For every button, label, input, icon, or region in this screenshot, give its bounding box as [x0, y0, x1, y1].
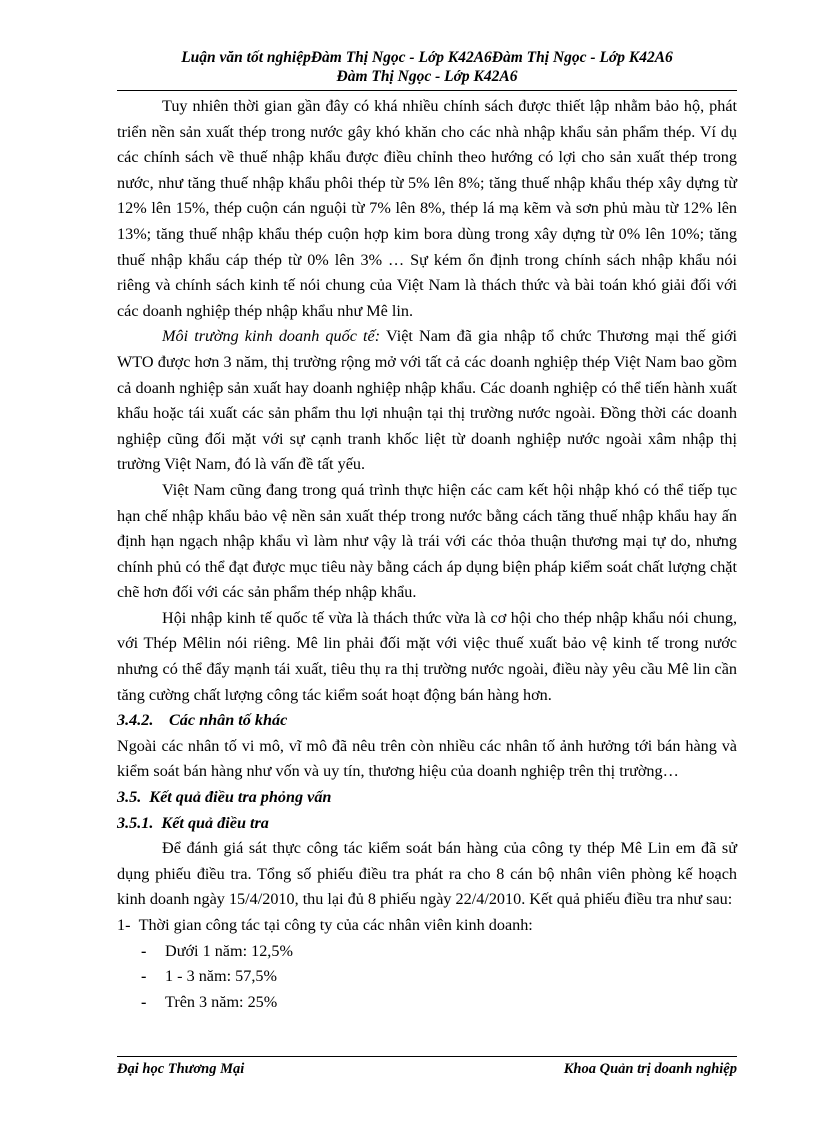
sub-list-item [117, 939, 737, 965]
header-line-1: Luận văn tốt nghiệpĐàm Thị Ngọc - Lớp K42A6Đàm Thị Ngọc - Lớp K42A6 [181, 49, 673, 66]
sub-list-item [117, 990, 737, 1016]
bullet-dash: - [141, 967, 147, 986]
header-divider [117, 90, 737, 91]
paragraph-import-policy: Tuy nhiên thời gian gần đây có khá nhiều chính sách được thiết lập nhằm bảo hộ, phát triển nền sản xuất thép trong nước gây khó khăn cho các nhà nhập khẩu sản phẩm thép. Ví dụ các chính sách về thuế nhập khẩu được điều chỉnh theo hướng có lợi cho sản xuất thép trong nước, như tăng thuế nhập khẩu phôi thép từ 5% lên 8%; tăng thuế nhập khẩu thép xây dựng từ 12% lên 15%, thép cuộn cán nguội từ 7% lên 8%, thép lá mạ kẽm và sơn phủ màu từ 12% lên 13%; tăng thuế nhập khẩu thép cuộn hợp kim bora dùng trong xây dựng từ 0% lên 10%; tăng thuế nhập khẩu cáp thép từ 0% lên 3% … Sự kém ổn định trong chính sách nhập khẩu nói riêng và chính sách kinh tế nói chung của Việt Nam là thách thức và bài toán khó giải đối với các doanh nghiệp thép nhập khẩu như Mê lin. [117, 97, 737, 320]
paragraph-survey-method: Để đánh giá sát thực công tác kiểm soát bán hàng của công ty thép Mê Lin em đã sử dụng phiếu điều tra. Tổng số phiếu điều tra phát ra cho 8 cán bộ nhân viên phòng kế hoạch kinh doanh ngày 15/4/2010, thu lại đủ 8 phiếu ngày 22/4/2010. Kết quả phiếu điều tra như sau: [117, 839, 737, 909]
footer-faculty: Khoa Quản trị doanh nghiệp [563, 1061, 737, 1077]
section-heading-3-4-2 [117, 708, 737, 734]
list-text: Thời gian công tác tại công ty của các nhân viên kinh doanh: [138, 916, 533, 934]
section-heading-3-5 [117, 785, 737, 811]
paragraph-international-environment [117, 324, 737, 478]
section-heading-3-5-1 [117, 811, 737, 837]
footer-divider [117, 1056, 737, 1057]
bullet-dash: - [141, 941, 147, 960]
header-line-2: Đàm Thị Ngọc - Lớp K42A6 [336, 68, 518, 85]
sub-list-text: 1 - 3 năm: 57,5% [165, 967, 277, 986]
section-title: Kết quả điều tra [161, 813, 269, 832]
bullet-dash: - [141, 992, 147, 1011]
sub-list-item [117, 964, 737, 990]
paragraph-integration-commitments: Việt Nam cũng đang trong quá trình thực hiện các cam kết hội nhập khó có thể tiếp tục hạn chế nhập khẩu bảo vệ nền sản xuất thép trong nước bằng cách tăng thuế nhập khẩu hay ấn định hạn ngạch nhập khẩu vì làm như vậy là trái với các thỏa thuận thương mại tự do, nhưng chính phủ có thể đạt được mục tiêu này bằng cách áp dụng biện pháp kiểm soát chất lượng chặt chẽ hơn đối với các sản phẩm thép nhập khẩu. [117, 480, 737, 602]
section-title: Các nhân tố khác [169, 711, 288, 730]
section-number: 3.5.1. [117, 813, 154, 832]
list-item [117, 913, 737, 939]
section-number: 3.4.2. [117, 711, 154, 730]
paragraph-text: Việt Nam đã gia nhập tổ chức Thương mại thế giới WTO được hơn 3 năm, thị trường rộng mở với tất cả các doanh nghiệp thép Việt Nam bao gồm cả doanh nghiệp sản xuất hay doanh nghiệp nhập khẩu. Các doanh nghiệp có thể tiến hành xuất khẩu hoặc tái xuất các sản phẩm thu lợi nhuận tại thị trường nước ngoài. Đồng thời các doanh nghiệp cũng đối mặt với sự cạnh tranh khốc liệt từ doanh nghiệp nước ngoài xâm nhập thị trường Việt Nam, đó là vấn đề tất yếu. [117, 327, 738, 474]
list-number: 1- [117, 916, 131, 934]
section-title: Kết quả điều tra phỏng vấn [149, 788, 332, 807]
sub-list-text: Trên 3 năm: 25% [165, 992, 278, 1011]
section-number: 3.5. [117, 788, 142, 807]
paragraph-other-factors: Ngoài các nhân tố vi mô, vĩ mô đã nêu trên còn nhiều các nhân tố ảnh hưởng tới bán hàng và kiểm soát bán hàng như vốn và uy tín, thương hiệu của doanh nghiệp trên thị trường… [117, 736, 737, 781]
page-header [117, 48, 737, 86]
sub-list-text: Dưới 1 năm: 12,5% [165, 941, 293, 960]
paragraph-lead-term: Môi trường kinh doanh quốc tế: [162, 327, 381, 346]
paragraph-integration-opportunity: Hội nhập kinh tế quốc tế vừa là thách thức vừa là cơ hội cho thép nhập khẩu nói chung, với Thép Mêlin nói riêng. Mê lin phải đối mặt với việc thuế xuất bảo vệ kinh tế trong nước nhưng có thể đẩy mạnh tái xuất, tiêu thụ ra thị trường nước ngoài, điều này yêu cầu Mê lin cần tăng cường chất lượng công tác kiểm soát hoạt động bán hàng hơn. [117, 608, 737, 704]
footer-university: Đại học Thương Mại [117, 1061, 245, 1077]
document-body [117, 94, 737, 1015]
